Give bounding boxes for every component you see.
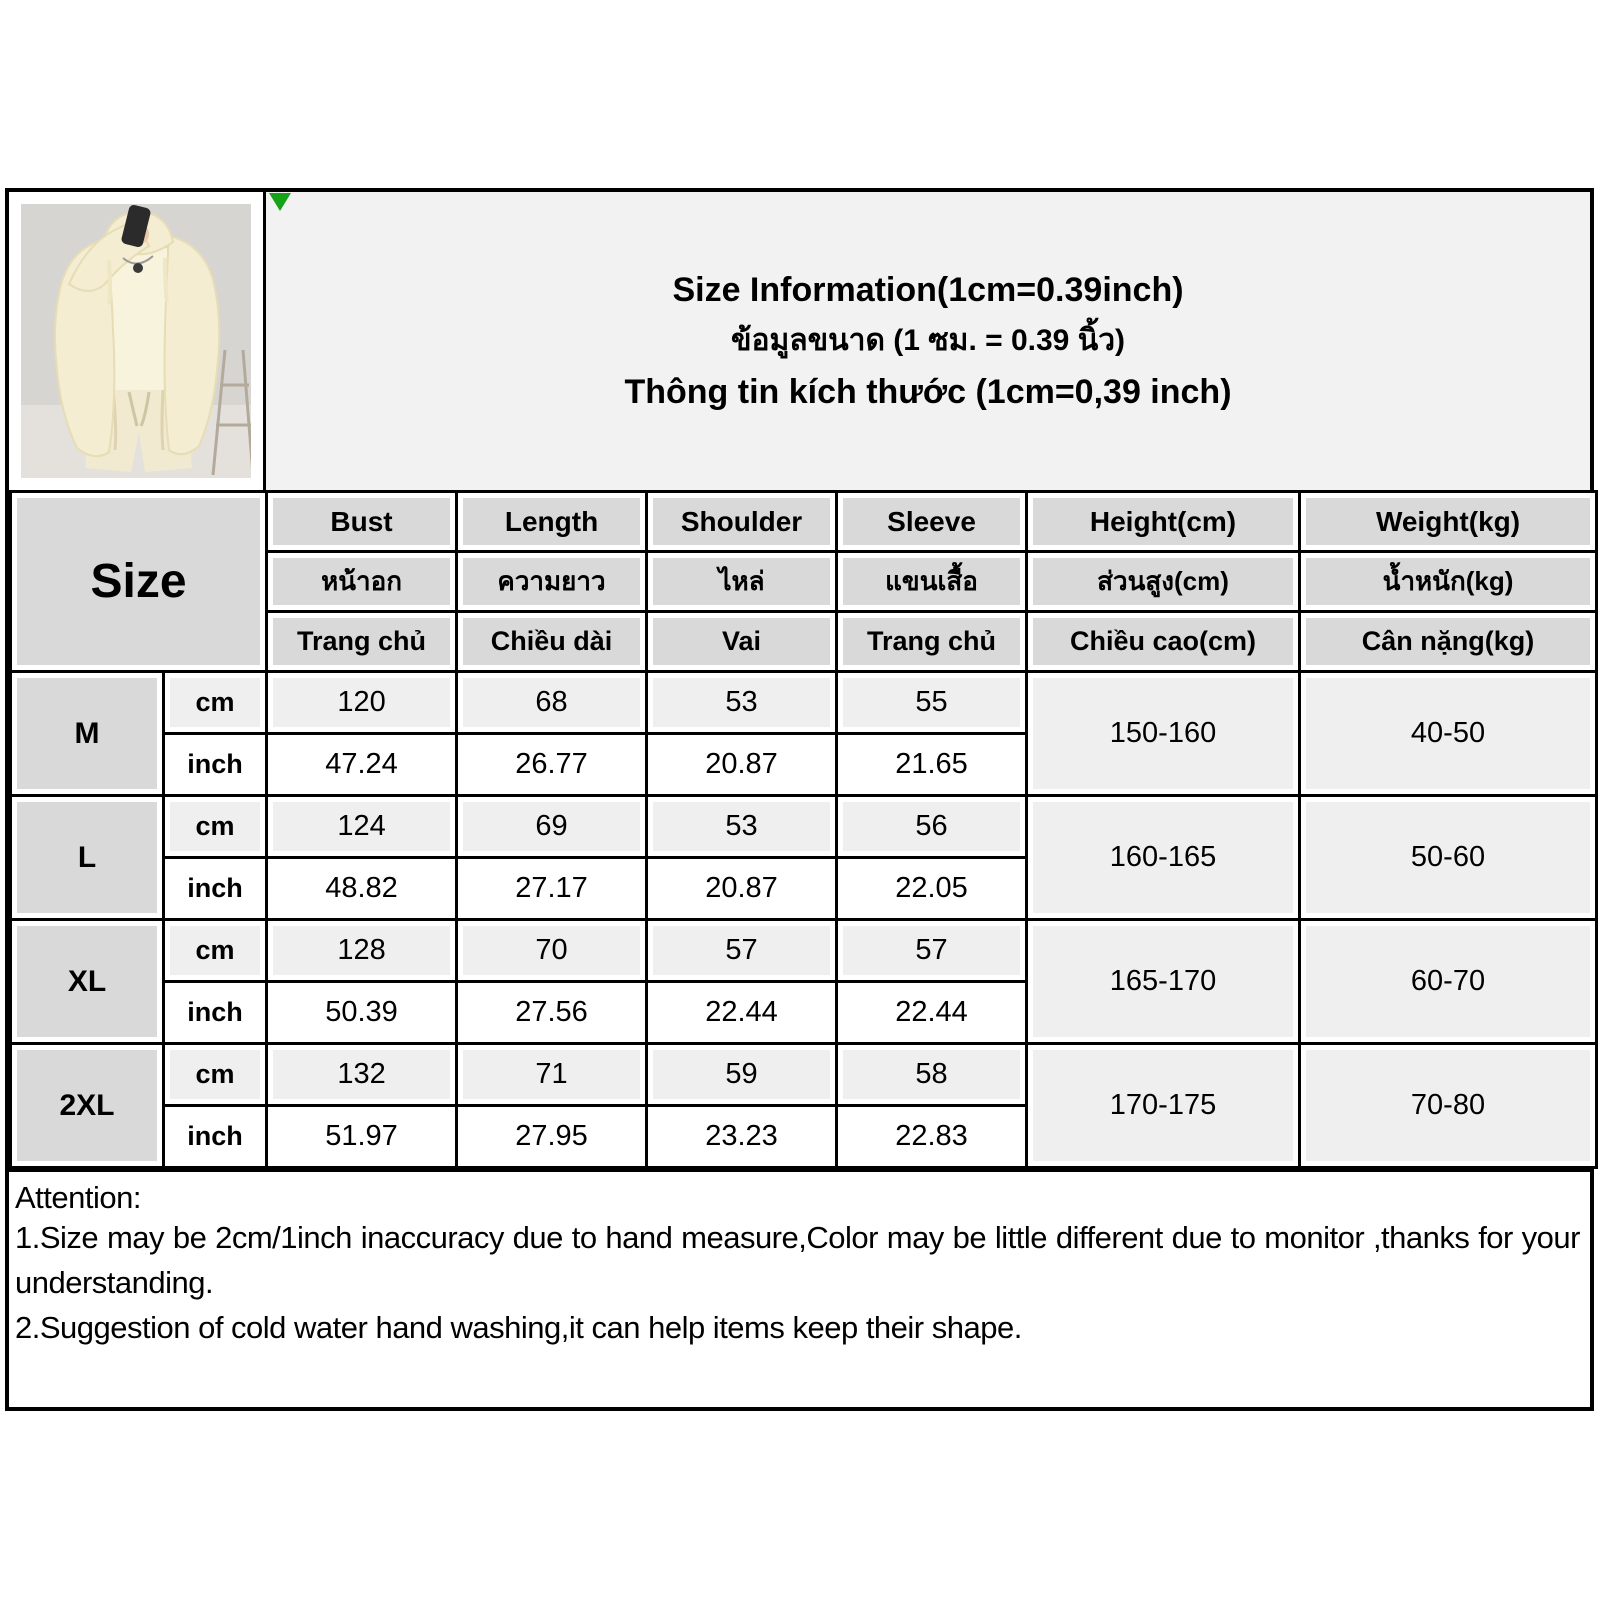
header-bust-en: Bust [267,492,457,552]
cell-m-sleeve-inch: 21.65 [837,734,1027,796]
cell-xl-sleeve-inch: 22.44 [837,982,1027,1044]
cell-m-length-inch: 26.77 [457,734,647,796]
cell-2xl-sleeve-cm: 58 [837,1044,1027,1106]
cell-l-sleeve-cm: 56 [837,796,1027,858]
cell-2xl-sleeve-inch: 22.83 [837,1106,1027,1168]
cell-marker-triangle-icon [269,193,291,211]
cell-m-shoulder-inch: 20.87 [647,734,837,796]
header-weight-th: น้ำหนัก(kg) [1300,552,1597,612]
cell-2xl-bust-cm: 132 [267,1044,457,1106]
header-shoulder-en: Shoulder [647,492,837,552]
cell-2xl-bust-inch: 51.97 [267,1106,457,1168]
cell-xl-height: 165-170 [1027,920,1300,1044]
title-english: Size Information(1cm=0.39inch) [672,270,1184,309]
unit-label: inch [164,1106,267,1168]
table-row-xl-cm [11,920,1597,982]
cell-2xl-length-inch: 27.95 [457,1106,647,1168]
cell-l-bust-cm: 124 [267,796,457,858]
unit-label: cm [164,796,267,858]
header-bust-vi: Trang chủ [267,612,457,672]
table-row-l-cm [11,796,1597,858]
cell-l-length-inch: 27.17 [457,858,647,920]
attention-heading: Attention: [15,1180,141,1215]
size-label-2xl: 2XL [11,1044,164,1168]
cell-2xl-height: 170-175 [1027,1044,1300,1168]
header-sleeve-vi: Trang chủ [837,612,1027,672]
size-label-xl: XL [11,920,164,1044]
cell-2xl-length-cm: 71 [457,1044,647,1106]
cell-l-weight: 50-60 [1300,796,1597,920]
cell-l-length-cm: 69 [457,796,647,858]
size-table [9,490,1598,1169]
cell-2xl-shoulder-inch: 23.23 [647,1106,837,1168]
header-bust-th: หน้าอก [267,552,457,612]
size-corner-label: Size [11,492,267,672]
cell-l-height: 160-165 [1027,796,1300,920]
size-chart-sheet [5,188,1594,1411]
cell-xl-weight: 60-70 [1300,920,1597,1044]
header-length-en: Length [457,492,647,552]
size-label-m: M [11,672,164,796]
cell-xl-length-cm: 70 [457,920,647,982]
table-row-2xl-cm [11,1044,1597,1106]
header-sleeve-en: Sleeve [837,492,1027,552]
table-row-m-cm [11,672,1597,734]
header-height-en: Height(cm) [1027,492,1300,552]
header-shoulder-th: ไหล่ [647,552,837,612]
unit-label: inch [164,858,267,920]
cell-m-sleeve-cm: 55 [837,672,1027,734]
cell-xl-bust-cm: 128 [267,920,457,982]
cell-l-shoulder-inch: 20.87 [647,858,837,920]
header-row [9,192,1590,490]
attention-section [9,1169,1590,1407]
header-row-en [11,492,1597,552]
title-thai: ข้อมูลขนาด (1 ซม. = 0.39 นิ้ว) [730,324,1126,357]
title-cell [266,192,1590,490]
unit-label: cm [164,672,267,734]
header-weight-en: Weight(kg) [1300,492,1597,552]
cell-xl-length-inch: 27.56 [457,982,647,1044]
header-length-vi: Chiều dài [457,612,647,672]
cell-m-weight: 40-50 [1300,672,1597,796]
unit-label: cm [164,920,267,982]
header-shoulder-vi: Vai [647,612,837,672]
cell-2xl-weight: 70-80 [1300,1044,1597,1168]
unit-label: inch [164,982,267,1044]
header-weight-vi: Cân nặng(kg) [1300,612,1597,672]
title-vietnamese: Thông tin kích thước (1cm=0,39 inch) [624,373,1232,411]
unit-label: cm [164,1044,267,1106]
cell-m-bust-inch: 47.24 [267,734,457,796]
cell-xl-sleeve-cm: 57 [837,920,1027,982]
header-height-th: ส่วนสูง(cm) [1027,552,1300,612]
cell-m-shoulder-cm: 53 [647,672,837,734]
cell-m-height: 150-160 [1027,672,1300,796]
attention-note-1: 1.Size may be 2cm/1inch inaccuracy due to hand measure,Color may be little different due to monitor ,thanks for your understanding. [15,1220,1580,1300]
product-photo-cell [9,192,266,490]
unit-label: inch [164,734,267,796]
size-label-l: L [11,796,164,920]
header-sleeve-th: แขนเสื้อ [837,552,1027,612]
cell-l-sleeve-inch: 22.05 [837,858,1027,920]
product-photo [17,200,255,482]
necklace-illustration [133,263,143,273]
cell-xl-shoulder-inch: 22.44 [647,982,837,1044]
cell-xl-shoulder-cm: 57 [647,920,837,982]
header-length-th: ความยาว [457,552,647,612]
attention-note-2: 2.Suggestion of cold water hand washing,it can help items keep their shape. [15,1309,1022,1345]
cell-l-shoulder-cm: 53 [647,796,837,858]
cell-2xl-shoulder-cm: 59 [647,1044,837,1106]
cell-xl-bust-inch: 50.39 [267,982,457,1044]
cell-m-bust-cm: 120 [267,672,457,734]
cell-l-bust-inch: 48.82 [267,858,457,920]
cell-m-length-cm: 68 [457,672,647,734]
header-height-vi: Chiều cao(cm) [1027,612,1300,672]
